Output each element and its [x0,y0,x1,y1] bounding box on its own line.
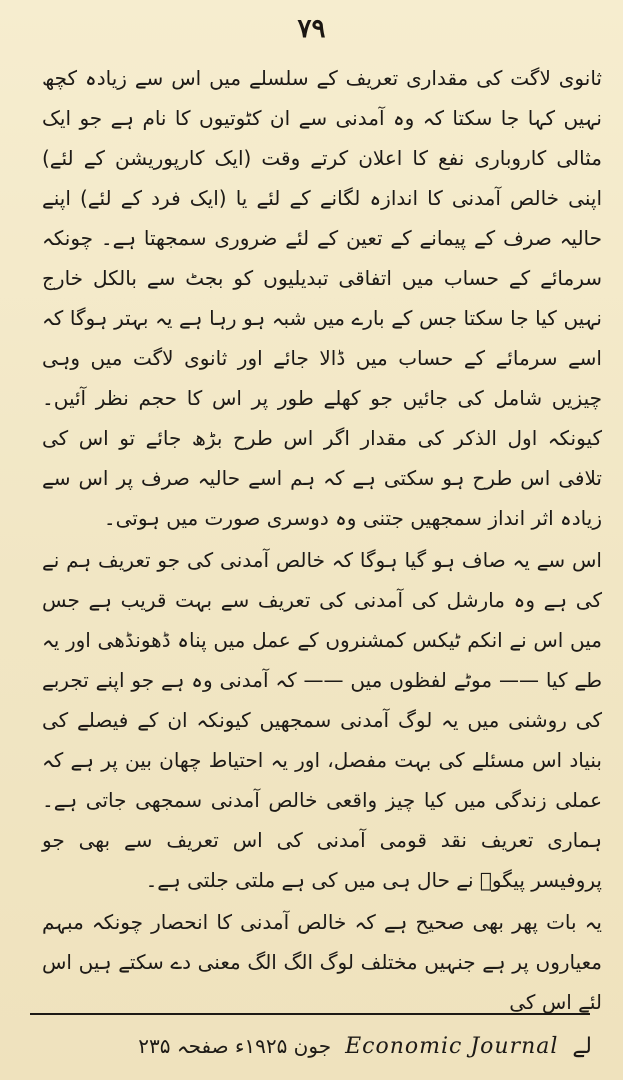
footnote-source: Economic Journal [345,1033,559,1059]
footnote-divider [30,1013,590,1015]
body-text [42,58,602,1022]
footnote-marker: لے [572,1033,592,1059]
paragraph: ثانوی لاگت کی مقداری تعریف کے سلسلے میں اس سے زیادہ کچھ نہیں کہا جا سکتا کہ وہ آمدنی سے ان کٹوتیوں کا نام ہے جو ایک مثالی کاروباری نفع کا اعلان کرتے وقت (ایک کارپوریشن کے لئے) اپنی خالص آمدنی کا اندازہ لگانے کے لئے یا (ایک فرد کے لئے) اپنے حالیہ صرف کے پیمانے کے تعین کے لئے ضروری سمجھتا ہے۔ چونکہ سرمائے کے حساب میں اتفاقی تبدیلیوں کو بجٹ سے بالکل خارج نہیں کیا جا سکتا جس کے بارے میں شبہ ہو رہا ہے یہ بہتر ہوگا کہ اسے سرمائے کے حساب میں ڈالا جائے اور ثانوی لاگت میں وہی چیزیں شامل کی جائیں جو کھلے طور پر اس کا حجم نظر آئیں۔ کیونکہ اول الذکر کی مقدار اگر اس طرح بڑھ جائے تو اس کی تلافی اس طرح ہو سکتی ہے کہ ہم اسے حالیہ صرف پر اس سے زیادہ اثر انداز سمجھیں جتنی وہ دوسری صورت میں ہوتی۔ [42,66,603,530]
page-number: ٧٩ [297,14,326,44]
paragraph: یہ بات پھر بھی صحیح ہے کہ خالص آمدنی کا انحصار چونکہ مبہم معیاروں پر ہے جنہیں مختلف لوگ الگ الگ معنی دے سکتے ہیں اس لئے اس کی [42,910,602,1014]
footnote-detail: جون ۱۹۲۵ء صفحہ ۲۳۵ [138,1034,332,1058]
footnote [36,1024,592,1068]
paragraph: اس سے یہ صاف ہو گیا ہوگا کہ خالص آمدنی کی جو تعریف ہم نے کی ہے وہ مارشل کی آمدنی کی تعریف سے بہت قریب ہے جس میں اس نے انکم ٹیکس کمشنروں کے عمل میں پناہ ڈھونڈھی اور یہ طے کیا —— موٹے لفظوں میں —— کہ آمدنی وہ ہے جو اپنے تجربے کی روشنی میں یہ لوگ آمدنی سمجھیں کیونکہ ان کے فیصلے کی بنیاد اس مسئلے کی بہت مفصل، اور یہ احتیاط چھان بین پر ہے کہ عملی زندگی میں کیا چیز واقعی خالص آمدنی سمجھی جاتی ہے۔ ہماری تعریف نقد قومی آمدنی کی اس تعریف سے بھی جو پروفیسر پیگوؔ نے حال ہی میں کی ہے ملتی جلتی ہے۔ [42,548,602,892]
